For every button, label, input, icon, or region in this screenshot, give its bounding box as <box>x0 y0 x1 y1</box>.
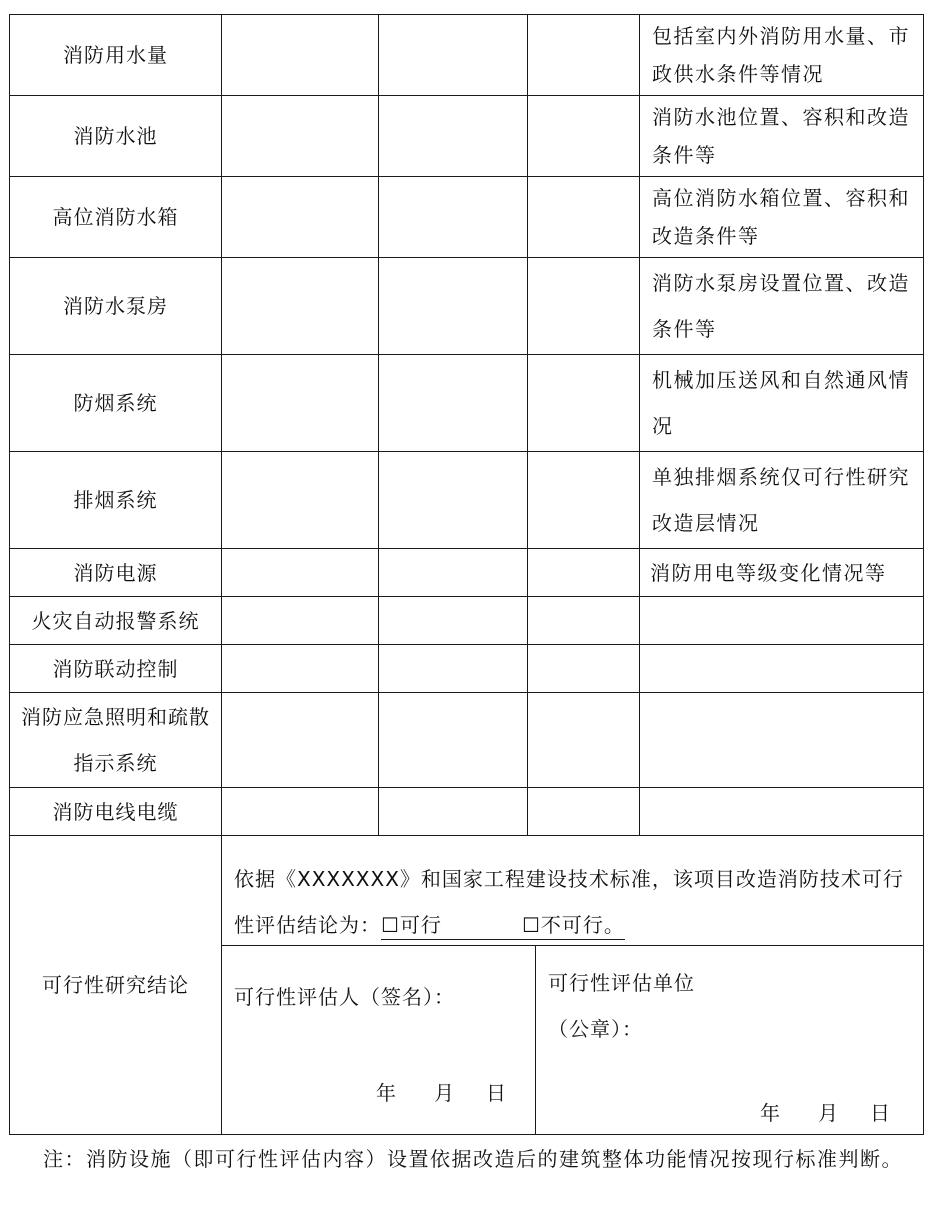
checkbox-feasible[interactable]: ☐ <box>381 913 400 937</box>
row-note: 包括室内外消防用水量、市政供水条件等情况 <box>640 15 924 96</box>
table-row <box>10 693 924 788</box>
blank-cell[interactable] <box>379 15 528 96</box>
blank-cell[interactable] <box>222 597 379 645</box>
blank-cell[interactable] <box>222 96 379 177</box>
blank-cell[interactable] <box>379 355 528 452</box>
blank-cell[interactable] <box>528 549 640 597</box>
row-note: 单独排烟系统仅可行性研究改造层情况 <box>640 452 924 549</box>
table-row <box>10 177 924 258</box>
table-row <box>10 96 924 177</box>
conclusion-statement-block <box>222 836 923 946</box>
assessor-date <box>376 1078 506 1108</box>
table-row <box>10 355 924 452</box>
assessor-label: 可行性评估人（签名）： <box>234 985 455 1009</box>
row-note: 机械加压送风和自然通风情况 <box>640 355 924 452</box>
row-note[interactable] <box>640 693 924 788</box>
row-name: 火灾自动报警系统 <box>10 597 222 645</box>
table-row <box>10 15 924 96</box>
blank-cell[interactable] <box>222 258 379 355</box>
unit-label-line1: 可行性评估单位 <box>548 971 695 995</box>
blank-cell[interactable] <box>528 597 640 645</box>
blank-cell[interactable] <box>379 549 528 597</box>
blank-cell[interactable] <box>379 177 528 258</box>
row-name: 消防水泵房 <box>10 258 222 355</box>
conclusion-statement: 依据《XXXXXXX》和国家工程建设技术标准，该项目改造消防技术可行性评估结论为： <box>234 867 904 937</box>
blank-cell[interactable] <box>222 15 379 96</box>
blank-cell[interactable] <box>222 693 379 788</box>
signature-row <box>222 946 923 1134</box>
date-day: 日 <box>869 1101 890 1125</box>
date-month: 月 <box>434 1081 455 1105</box>
checkbox-infeasible[interactable]: ☐ <box>521 913 541 937</box>
row-name: 消防联动控制 <box>10 645 222 693</box>
unit-label-line2: （公章）： <box>548 1017 643 1041</box>
blank-cell[interactable] <box>528 355 640 452</box>
blank-cell[interactable] <box>528 96 640 177</box>
row-name: 消防电源 <box>10 549 222 597</box>
table-row <box>10 645 924 693</box>
conclusion-label: 可行性研究结论 <box>10 836 222 1135</box>
fire-safety-assessment-table <box>9 14 924 1135</box>
row-name: 消防用水量 <box>10 15 222 96</box>
option-infeasible-label: 不可行。 <box>540 913 625 937</box>
row-note: 消防水泵房设置位置、改造条件等 <box>640 258 924 355</box>
table-row <box>10 452 924 549</box>
unit-seal-area[interactable] <box>536 946 923 1134</box>
blank-cell[interactable] <box>379 96 528 177</box>
blank-cell[interactable] <box>528 258 640 355</box>
date-year: 年 <box>376 1081 396 1105</box>
conclusion-content <box>222 836 924 1135</box>
row-note: 消防水池位置、容积和改造条件等 <box>640 96 924 177</box>
blank-cell[interactable] <box>379 452 528 549</box>
date-day: 日 <box>485 1081 506 1105</box>
blank-cell[interactable] <box>528 452 640 549</box>
conclusion-row <box>10 836 924 1135</box>
conclusion-options <box>381 913 625 940</box>
row-name: 消防水池 <box>10 96 222 177</box>
table-row <box>10 788 924 836</box>
blank-cell[interactable] <box>528 693 640 788</box>
unit-label <box>548 960 695 1052</box>
table-row <box>10 258 924 355</box>
table-row <box>10 597 924 645</box>
blank-cell[interactable] <box>379 645 528 693</box>
row-name: 排烟系统 <box>10 452 222 549</box>
blank-cell[interactable] <box>528 15 640 96</box>
blank-cell[interactable] <box>222 177 379 258</box>
assessor-signature-area[interactable] <box>222 946 536 1134</box>
option-feasible-label: 可行 <box>399 913 442 937</box>
table-row <box>10 549 924 597</box>
row-name: 消防应急照明和疏散指示系统 <box>10 693 222 788</box>
row-note: 高位消防水箱位置、容积和改造条件等 <box>640 177 924 258</box>
blank-cell[interactable] <box>222 355 379 452</box>
blank-cell[interactable] <box>222 549 379 597</box>
blank-cell[interactable] <box>222 452 379 549</box>
row-name: 消防电线电缆 <box>10 788 222 836</box>
row-note[interactable] <box>640 788 924 836</box>
blank-cell[interactable] <box>528 177 640 258</box>
unit-date <box>760 1098 890 1128</box>
date-month: 月 <box>818 1101 839 1125</box>
row-note: 消防用电等级变化情况等 <box>640 549 924 597</box>
blank-cell[interactable] <box>379 597 528 645</box>
conclusion-inner <box>222 836 923 1134</box>
date-year: 年 <box>760 1101 780 1125</box>
blank-cell[interactable] <box>528 788 640 836</box>
row-name: 高位消防水箱 <box>10 177 222 258</box>
blank-cell[interactable] <box>528 645 640 693</box>
row-note[interactable] <box>640 645 924 693</box>
row-note[interactable] <box>640 597 924 645</box>
blank-cell[interactable] <box>379 258 528 355</box>
blank-cell[interactable] <box>379 693 528 788</box>
blank-cell[interactable] <box>222 788 379 836</box>
row-name: 防烟系统 <box>10 355 222 452</box>
blank-cell[interactable] <box>222 645 379 693</box>
footnote: 注：消防设施（即可行性评估内容）设置依据改造后的建筑整体功能情况按现行标准判断。 <box>43 1147 903 1171</box>
blank-cell[interactable] <box>379 788 528 836</box>
